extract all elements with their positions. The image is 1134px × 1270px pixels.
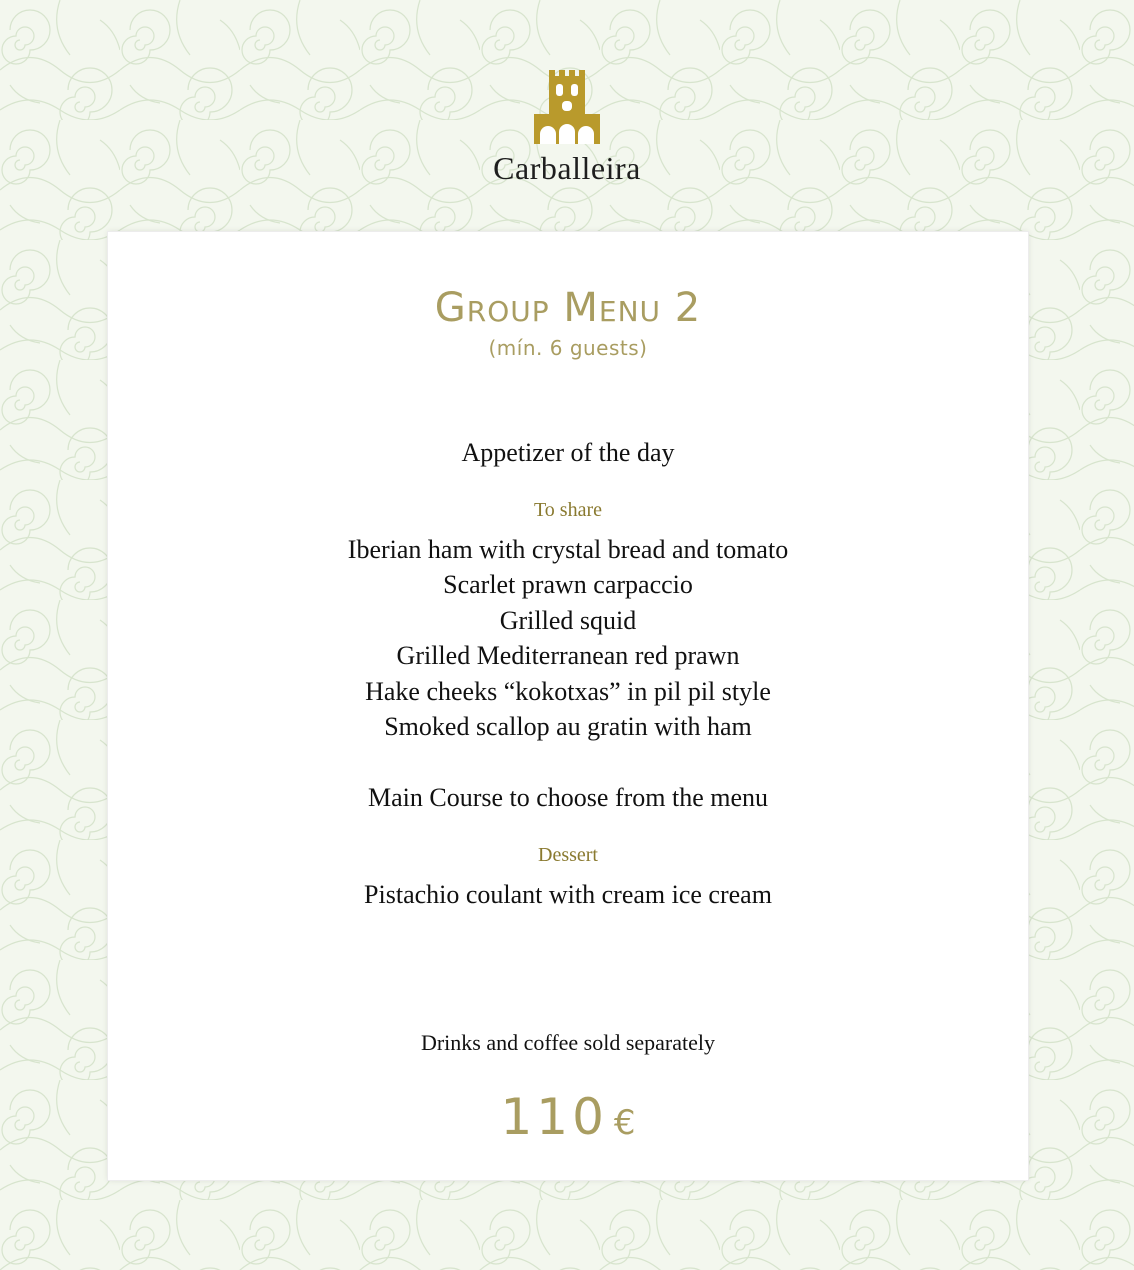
share-item-scallop: Smoked scallop au gratin with ham: [384, 712, 752, 741]
main-course-line: Main Course to choose from the menu: [367, 783, 769, 812]
share-item-squid: Grilled squid: [499, 606, 637, 635]
appetizer-line: Appetizer of the day: [461, 438, 675, 467]
to-share-label: To share: [533, 499, 603, 521]
price: [108, 1088, 1028, 1146]
share-item-carpaccio: Scarlet prawn carpaccio: [443, 570, 693, 599]
share-item-ham: Iberian ham with crystal bread and tomato: [347, 535, 789, 564]
menu-title: Group Menu 2: [434, 285, 702, 331]
carballeira-logo: [0, 70, 1134, 184]
dessert-label: Dessert: [538, 844, 598, 866]
brand-name: Carballeira: [493, 150, 641, 186]
share-item-red-prawn: Grilled Mediterranean red prawn: [396, 641, 740, 670]
price-value: 110: [500, 1088, 608, 1146]
menu-card: [108, 232, 1028, 1180]
menu-subtitle: (mín. 6 guests): [488, 336, 648, 360]
share-item-hake-cheeks: Hake cheeks “kokotxas” in pil pil style: [365, 677, 771, 706]
dessert-item: Pistachio coulant with cream ice cream: [364, 880, 772, 909]
price-currency: €: [613, 1103, 636, 1143]
drinks-note: Drinks and coffee sold separately: [420, 1030, 716, 1055]
tower-arch-icon: [534, 70, 600, 146]
